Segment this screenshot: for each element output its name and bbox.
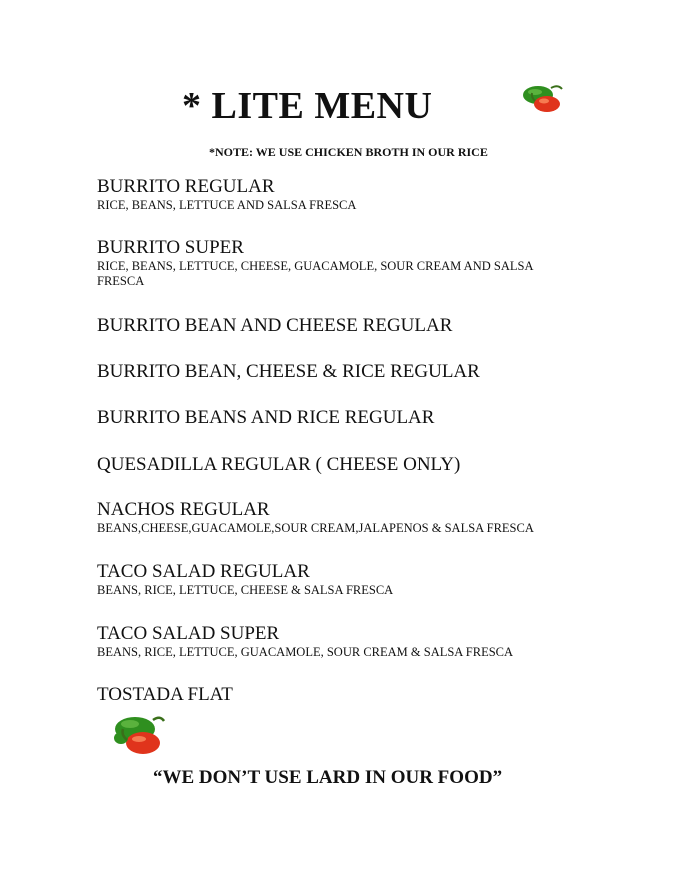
menu-item [97,454,577,476]
menu-item [97,315,577,337]
item-name: BURRITO REGULAR [97,176,275,197]
item-name: TOSTADA FLAT [97,684,233,705]
item-name: BURRITO BEAN AND CHEESE REGULAR [97,315,453,336]
item-name: BURRITO BEANS AND RICE REGULAR [97,407,435,428]
menu-item [97,237,577,289]
note-text: *NOTE: WE USE CHICKEN BROTH IN OUR RICE [209,145,488,159]
item-description: BEANS, RICE, LETTUCE, CHEESE & SALSA FRESCA [97,583,394,597]
item-name: NACHOS REGULAR [97,499,270,520]
item-description: BEANS,CHEESE,GUACAMOLE,SOUR CREAM,JALAPENOS & SALSA FRESCA [97,521,534,535]
menu-item [97,499,577,536]
item-name: TACO SALAD SUPER [97,623,280,644]
item-description: RICE, BEANS, LETTUCE, CHEESE, GUACAMOLE, SOUR CREAM AND SALSA FRESCA [97,259,533,288]
menu-item [97,561,577,598]
menu-item [97,176,577,213]
menu-item [97,361,577,383]
menu-item [97,623,577,660]
peppers-icon [518,80,568,116]
item-description: BEANS, RICE, LETTUCE, GUACAMOLE, SOUR CREAM & SALSA FRESCA [97,645,514,659]
menu-item [97,684,577,706]
item-name: QUESADILLA REGULAR ( CHEESE ONLY) [97,454,461,475]
item-name: TACO SALAD REGULAR [97,561,310,582]
page-title: * LITE MENU [182,85,433,127]
no-lard-quote: “WE DON’T USE LARD IN OUR FOOD” [153,767,503,788]
item-name: BURRITO SUPER [97,237,244,258]
peppers-icon [105,710,167,760]
item-description: RICE, BEANS, LETTUCE AND SALSA FRESCA [97,198,357,212]
menu-item [97,407,577,429]
item-name: BURRITO BEAN, CHEESE & RICE REGULAR [97,361,480,382]
